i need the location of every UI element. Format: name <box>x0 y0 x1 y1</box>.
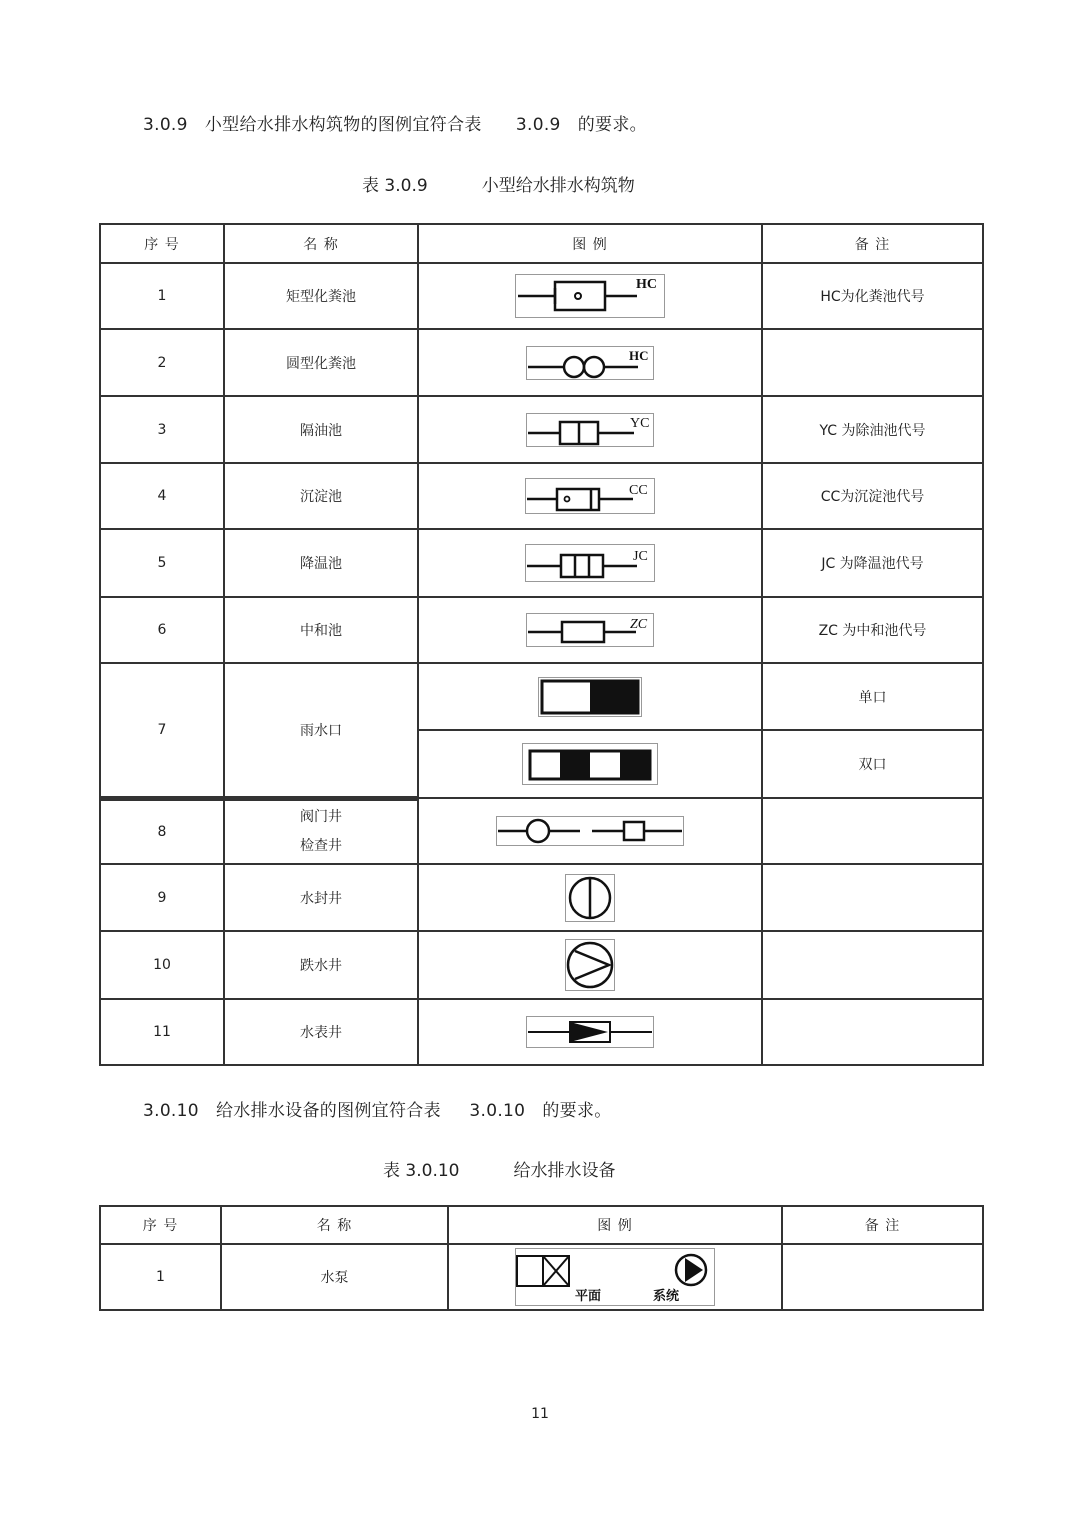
row-note <box>762 864 983 931</box>
row-no: 11 <box>100 999 224 1065</box>
row-name-valve-well: 阀门井 <box>300 808 342 825</box>
table-row <box>100 798 983 864</box>
row-note <box>762 999 983 1065</box>
table-row <box>100 931 983 999</box>
legend-sedimentation-tank-icon <box>418 463 762 529</box>
table-row <box>100 597 983 663</box>
row-name: 水封井 <box>224 864 418 931</box>
row-name: 隔油池 <box>224 396 418 463</box>
table-row <box>100 663 983 730</box>
legend-round-septic-tank-icon <box>418 329 762 396</box>
legend-code: HC <box>636 277 657 292</box>
header-no: 序 号 <box>100 224 224 263</box>
table-header-row <box>100 1206 983 1244</box>
row-no: 2 <box>100 329 224 396</box>
row-note: HC为化粪池代号 <box>762 263 983 329</box>
section-3-0-10-intro: 3.0.10 给水排水设备的图例宜符合表 3.0.10 的要求。 <box>143 1101 612 1121</box>
row-name: 矩型化粪池 <box>224 263 418 329</box>
row-note <box>762 329 983 396</box>
legend-code: JC <box>633 549 648 564</box>
row-name: 中和池 <box>224 597 418 663</box>
legend-grease-trap-icon <box>418 396 762 463</box>
header-name: 名 称 <box>221 1206 448 1244</box>
row-name: 圆型化粪池 <box>224 329 418 396</box>
row-no: 1 <box>100 263 224 329</box>
row-name: 沉淀池 <box>224 463 418 529</box>
legend-single-rain-inlet-icon <box>418 663 762 730</box>
row-name: 雨水口 <box>224 663 418 798</box>
table-row <box>100 999 983 1065</box>
legend-drop-well-icon <box>418 931 762 999</box>
row-note: ZC 为中和池代号 <box>762 597 983 663</box>
row-no: 5 <box>100 529 224 597</box>
legend-code: HC <box>629 347 649 363</box>
legend-neutralization-tank-icon <box>418 597 762 663</box>
row-name: 跌水井 <box>224 931 418 999</box>
header-note: 备 注 <box>762 224 983 263</box>
header-note: 备 注 <box>782 1206 983 1244</box>
table-row <box>100 1244 983 1310</box>
row-name: 水表井 <box>224 999 418 1065</box>
legend-water-pump-icon <box>448 1244 782 1310</box>
legend-code: CC <box>629 483 648 498</box>
row-no: 4 <box>100 463 224 529</box>
table-3-0-10 <box>99 1205 984 1311</box>
row-no: 9 <box>100 864 224 931</box>
table-row <box>100 263 983 329</box>
row-name: 水泵 <box>221 1244 448 1310</box>
header-legend: 图 例 <box>418 224 762 263</box>
row-note: 双口 <box>762 730 983 798</box>
row-no: 1 <box>100 1244 221 1310</box>
pump-plan-label: 平面 <box>575 1289 602 1304</box>
section-3-0-9-intro: 3.0.9 小型给水排水构筑物的图例宜符合表 3.0.9 的要求。 <box>143 115 647 135</box>
row-note: YC 为除油池代号 <box>762 396 983 463</box>
legend-double-rain-inlet-icon <box>418 730 762 798</box>
legend-code: YC <box>630 415 650 431</box>
row-no: 7 <box>100 663 224 798</box>
legend-water-meter-well-icon <box>418 999 762 1065</box>
row-no: 3 <box>100 396 224 463</box>
row-no: 8 <box>100 798 224 864</box>
table-row <box>100 529 983 597</box>
table-row <box>100 329 983 396</box>
table-3-0-9-caption: 表 3.0.9 小型给水排水构筑物 <box>362 176 635 196</box>
row-note: 单口 <box>762 663 983 730</box>
table-3-0-9 <box>99 223 984 1066</box>
row-note: CC为沉淀池代号 <box>762 463 983 529</box>
row-note <box>782 1244 983 1310</box>
legend-code: ZC <box>630 617 648 632</box>
row-name <box>224 798 418 864</box>
row-no: 6 <box>100 597 224 663</box>
legend-water-seal-well-icon <box>418 864 762 931</box>
row-name: 降温池 <box>224 529 418 597</box>
table-row <box>100 463 983 529</box>
table-row <box>100 864 983 931</box>
header-no: 序 号 <box>100 1206 221 1244</box>
row-note <box>762 798 983 864</box>
row-no: 10 <box>100 931 224 999</box>
legend-rect-septic-tank-icon <box>418 263 762 329</box>
table-row <box>100 396 983 463</box>
table-3-0-10-caption: 表 3.0.10 给水排水设备 <box>383 1161 616 1181</box>
legend-cooling-tank-icon <box>418 529 762 597</box>
pump-system-label: 系统 <box>653 1289 680 1304</box>
row-name-inspection-well: 检查井 <box>300 837 342 854</box>
header-legend: 图 例 <box>448 1206 782 1244</box>
legend-valve-inspection-well-icon <box>418 798 762 864</box>
page-number: 11 <box>531 1406 549 1422</box>
row-note <box>762 931 983 999</box>
header-name: 名 称 <box>224 224 418 263</box>
row-note: JC 为降温池代号 <box>762 529 983 597</box>
table-header-row <box>100 224 983 263</box>
